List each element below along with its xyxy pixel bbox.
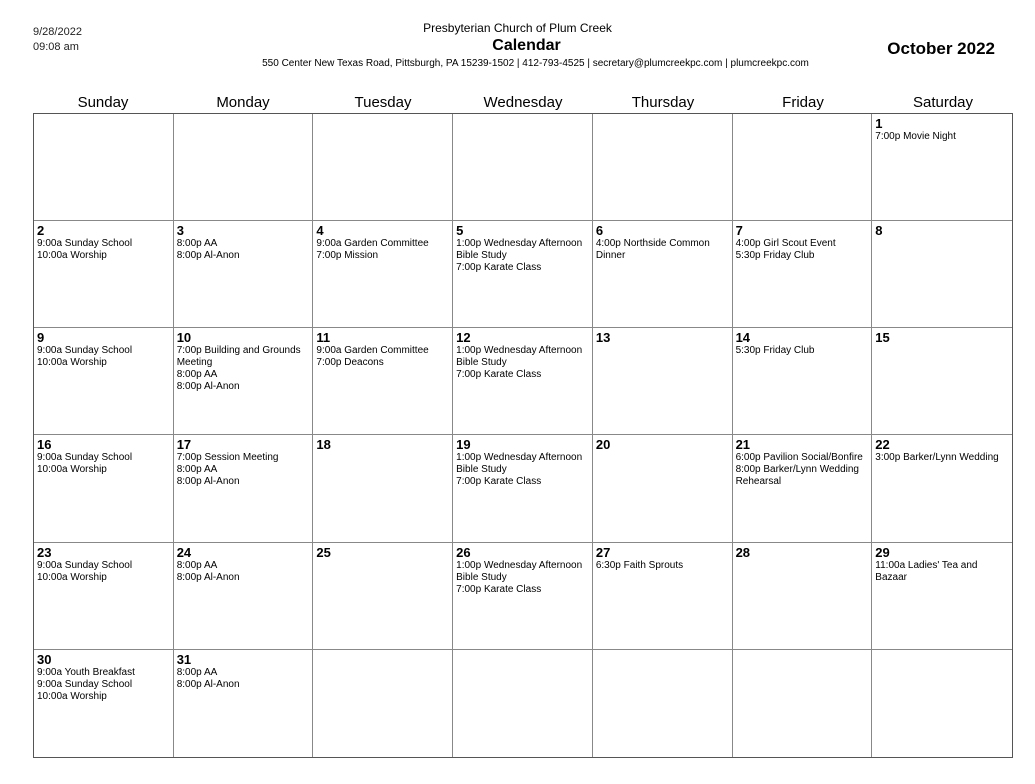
day-number: 8 bbox=[875, 223, 883, 239]
day-number: 3 bbox=[176, 223, 184, 239]
organization-name: Presbyterian Church of Plum Creek bbox=[423, 21, 612, 35]
day-number: 28 bbox=[735, 544, 751, 560]
day-cell-14 bbox=[733, 328, 873, 435]
weekday-monday: Monday bbox=[216, 94, 270, 111]
calendar-grid bbox=[33, 113, 1013, 758]
day-cell-21 bbox=[733, 435, 873, 542]
day-cell-23 bbox=[34, 543, 174, 650]
day-cell-8 bbox=[872, 221, 1012, 328]
empty-day-cell bbox=[733, 114, 873, 221]
day-cell-25 bbox=[313, 543, 453, 650]
day-cell-24 bbox=[174, 543, 314, 650]
calendar-event: 7:00p Building and Grounds Meeting bbox=[176, 345, 301, 369]
day-cell-17 bbox=[174, 435, 314, 542]
month-label: October 2022 bbox=[887, 39, 995, 58]
calendar-event: 8:00p Al-Anon bbox=[176, 476, 240, 488]
day-cell-5 bbox=[453, 221, 593, 328]
day-number: 24 bbox=[176, 544, 192, 560]
day-cell-19 bbox=[453, 435, 593, 542]
empty-day-cell bbox=[453, 114, 593, 221]
day-cell-28 bbox=[733, 543, 873, 650]
calendar-event: 11:00a Ladies' Tea and Bazaar bbox=[875, 559, 978, 583]
calendar-event: 9:00a Sunday School bbox=[37, 559, 133, 571]
calendar-event: 7:00p Karate Class bbox=[456, 476, 542, 488]
day-number: 20 bbox=[595, 437, 611, 453]
empty-day-cell bbox=[453, 650, 593, 757]
empty-day-cell bbox=[733, 650, 873, 757]
calendar-event: 9:00a Garden Committee bbox=[316, 345, 429, 357]
day-number: 10 bbox=[176, 330, 192, 346]
calendar-event: 8:00p AA bbox=[176, 559, 218, 571]
day-cell-12 bbox=[453, 328, 593, 435]
empty-day-cell bbox=[313, 114, 453, 221]
calendar-event: 9:00a Sunday School bbox=[37, 238, 133, 250]
print-time: 09:08 am bbox=[33, 41, 79, 53]
calendar-event: 8:00p AA bbox=[176, 238, 218, 250]
calendar-event: 9:00a Sunday School bbox=[37, 345, 133, 357]
calendar-event: 7:00p Mission bbox=[316, 250, 379, 262]
day-number: 1 bbox=[875, 116, 883, 131]
calendar-event: 7:00p Session Meeting bbox=[176, 452, 279, 464]
day-number: 21 bbox=[735, 437, 751, 453]
day-number: 26 bbox=[456, 544, 471, 560]
day-cell-10 bbox=[174, 328, 314, 435]
day-cell-7 bbox=[733, 221, 873, 328]
day-number: 22 bbox=[875, 437, 890, 453]
day-number: 31 bbox=[176, 651, 192, 667]
calendar-event: 7:00p Karate Class bbox=[456, 262, 542, 274]
day-number: 29 bbox=[875, 544, 890, 560]
calendar-header bbox=[0, 21, 1035, 70]
calendar-event: 10:00a Worship bbox=[37, 357, 107, 369]
day-cell-6 bbox=[593, 221, 733, 328]
day-cell-4 bbox=[313, 221, 453, 328]
calendar-event: 10:00a Worship bbox=[37, 571, 107, 583]
calendar-event: 4:00p Northside Common Dinner bbox=[595, 238, 710, 262]
weekday-thursday: Thursday bbox=[631, 94, 695, 111]
day-number: 11 bbox=[316, 330, 331, 346]
day-cell-20 bbox=[593, 435, 733, 542]
calendar-event: 1:00p Wednesday Afternoon Bible Study bbox=[456, 452, 583, 476]
calendar-event: 1:00p Wednesday Afternoon Bible Study bbox=[456, 559, 583, 583]
calendar-event: 8:00p Al-Anon bbox=[176, 381, 240, 393]
calendar-event: 10:00a Worship bbox=[37, 690, 107, 702]
day-cell-22 bbox=[872, 435, 1012, 542]
day-cell-31 bbox=[174, 650, 314, 757]
day-cell-26 bbox=[453, 543, 593, 650]
day-number: 25 bbox=[316, 544, 331, 560]
empty-day-cell bbox=[174, 114, 314, 221]
calendar-event: 10:00a Worship bbox=[37, 464, 107, 476]
day-number: 14 bbox=[735, 330, 751, 346]
calendar-event: 9:00a Sunday School bbox=[37, 678, 133, 690]
calendar-event: 8:00p Al-Anon bbox=[176, 678, 240, 690]
day-number: 15 bbox=[875, 330, 890, 346]
weekday-saturday: Saturday bbox=[912, 94, 974, 111]
day-cell-30 bbox=[34, 650, 174, 757]
calendar-event: 8:00p Al-Anon bbox=[176, 250, 240, 262]
empty-day-cell bbox=[593, 114, 733, 221]
address-line: 550 Center New Texas Road, Pittsburgh, PA 15239-1502 | 412-793-4525 | secretary@plumcreekpc.com | plumcreekpc.com bbox=[262, 58, 809, 69]
calendar-event: 9:00a Youth Breakfast bbox=[37, 666, 135, 678]
day-number: 5 bbox=[456, 223, 464, 239]
day-cell-1 bbox=[872, 114, 1012, 221]
calendar-event: 7:00p Deacons bbox=[316, 357, 384, 369]
day-cell-29 bbox=[872, 543, 1012, 650]
empty-day-cell bbox=[872, 650, 1012, 757]
day-number: 7 bbox=[735, 223, 743, 239]
day-cell-2 bbox=[34, 221, 174, 328]
calendar-event: 8:00p Al-Anon bbox=[176, 571, 240, 583]
calendar-event: 8:00p AA bbox=[176, 666, 218, 678]
calendar-event: 8:00p Barker/Lynn Wedding Rehearsal bbox=[735, 464, 859, 488]
day-cell-3 bbox=[174, 221, 314, 328]
print-date: 9/28/2022 bbox=[33, 26, 82, 38]
day-number: 18 bbox=[316, 437, 331, 453]
day-cell-27 bbox=[593, 543, 733, 650]
day-number: 23 bbox=[37, 544, 52, 560]
empty-day-cell bbox=[593, 650, 733, 757]
day-number: 9 bbox=[37, 330, 45, 346]
weekday-sunday: Sunday bbox=[77, 94, 129, 111]
calendar-event: 7:00p Karate Class bbox=[456, 583, 542, 595]
calendar-event: 7:00p Movie Night bbox=[875, 131, 956, 142]
day-number: 12 bbox=[456, 330, 471, 346]
day-number: 13 bbox=[595, 330, 611, 346]
day-cell-16 bbox=[34, 435, 174, 542]
calendar-event: 5:30p Friday Club bbox=[735, 250, 815, 262]
day-number: 4 bbox=[316, 223, 324, 239]
weekday-wednesday: Wednesday bbox=[483, 94, 563, 111]
calendar-event: 10:00a Worship bbox=[37, 250, 107, 262]
empty-day-cell bbox=[313, 650, 453, 757]
calendar-event: 7:00p Karate Class bbox=[456, 369, 542, 381]
day-number: 30 bbox=[37, 651, 52, 667]
day-cell-15 bbox=[872, 328, 1012, 435]
empty-day-cell bbox=[34, 114, 174, 221]
calendar-event: 5:30p Friday Club bbox=[735, 345, 815, 357]
weekday-tuesday: Tuesday bbox=[354, 94, 412, 111]
calendar-event: 8:00p AA bbox=[176, 369, 218, 381]
day-number: 16 bbox=[37, 437, 52, 453]
day-cell-18 bbox=[313, 435, 453, 542]
weekday-header-row bbox=[33, 94, 1013, 112]
calendar-event: 1:00p Wednesday Afternoon Bible Study bbox=[456, 345, 583, 369]
calendar-event: 4:00p Girl Scout Event bbox=[735, 238, 836, 250]
calendar-event: 6:30p Faith Sprouts bbox=[595, 559, 684, 571]
day-cell-9 bbox=[34, 328, 174, 435]
day-number: 6 bbox=[595, 223, 604, 239]
day-cell-13 bbox=[593, 328, 733, 435]
day-number: 27 bbox=[595, 544, 611, 560]
calendar-event: 9:00a Garden Committee bbox=[316, 238, 429, 250]
day-number: 19 bbox=[456, 437, 471, 453]
calendar-event: 6:00p Pavilion Social/Bonfire bbox=[735, 452, 863, 464]
page-title: Calendar bbox=[492, 37, 561, 54]
calendar-event: 1:00p Wednesday Afternoon Bible Study bbox=[456, 238, 583, 262]
day-number: 2 bbox=[37, 223, 45, 239]
day-number: 17 bbox=[176, 437, 192, 453]
calendar-event: 8:00p AA bbox=[176, 464, 218, 476]
calendar-event: 3:00p Barker/Lynn Wedding bbox=[875, 452, 999, 464]
day-cell-11 bbox=[313, 328, 453, 435]
calendar-event: 9:00a Sunday School bbox=[37, 452, 133, 464]
weekday-friday: Friday bbox=[782, 94, 824, 111]
